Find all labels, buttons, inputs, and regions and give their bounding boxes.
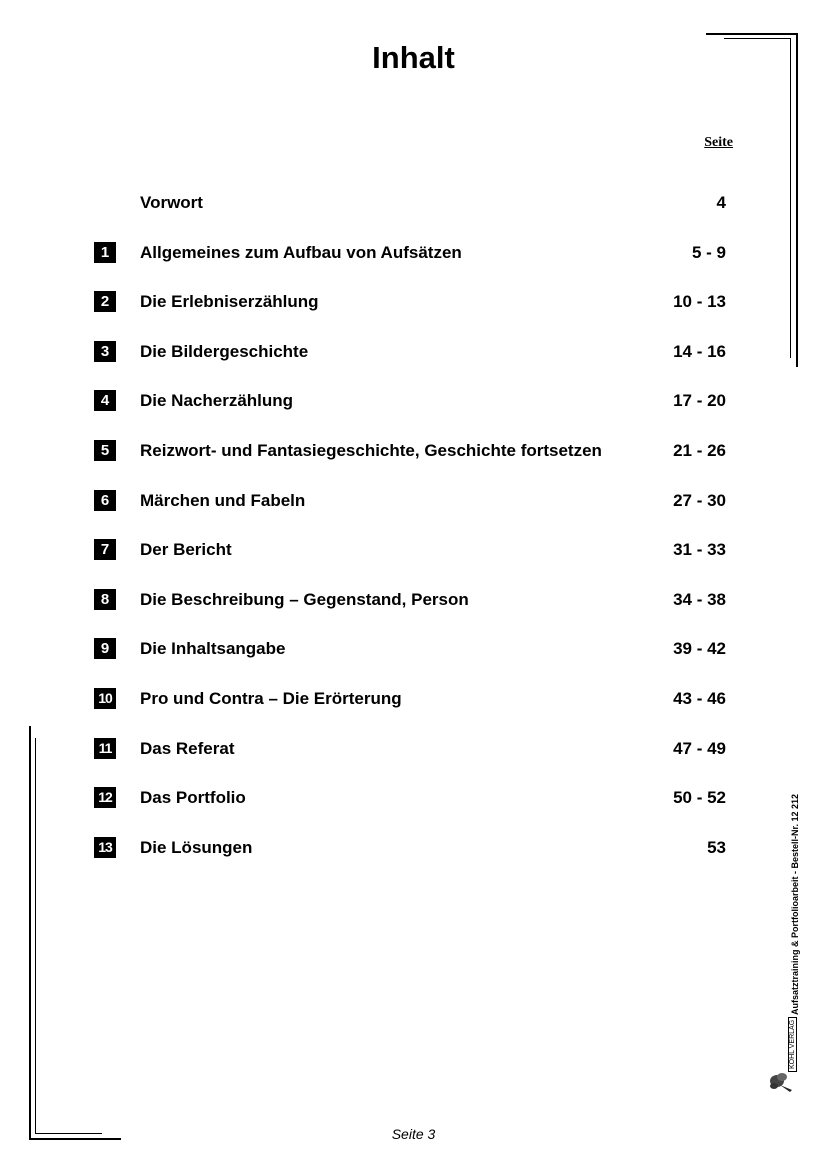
chapter-title: Allgemeines zum Aufbau von Aufsätzen	[140, 242, 462, 262]
chapter-title: Die Nacherzählung	[140, 391, 294, 411]
chapter-title: Märchen und Fabeln	[140, 490, 306, 510]
toc-entry	[94, 291, 726, 315]
chapter-title: Der Bericht	[140, 540, 232, 560]
page-range: 34 - 38	[673, 589, 726, 609]
toc-entry	[94, 738, 726, 762]
toc-entry	[94, 490, 726, 514]
toc-entry	[94, 688, 726, 712]
page-range: 43 - 46	[673, 689, 726, 708]
toc-entry	[94, 837, 726, 861]
chapter-number-badge: 4	[94, 390, 116, 411]
page-range: 47 - 49	[673, 738, 726, 758]
order-number-sidebar: Aufsatztraining & Portfolioarbeit - Bestell-Nr. 12 212	[790, 793, 800, 1015]
page-range: 31 - 33	[673, 540, 726, 560]
page-range: 4	[716, 193, 726, 212]
toc-entry	[94, 539, 726, 563]
chapter-number-badge: 7	[94, 539, 116, 560]
chapter-title: Die Erlebniserzählung	[140, 292, 319, 312]
toc-entry	[94, 440, 726, 464]
chapter-title: Vorwort	[140, 193, 203, 212]
frame-line-left-outer	[29, 726, 31, 1140]
chapter-number-badge: 2	[94, 291, 116, 312]
toc-entry	[94, 589, 726, 613]
chapter-title: Die Lösungen	[140, 837, 253, 857]
page-number-footer: Seite 3	[391, 1126, 436, 1142]
page-range: 53	[707, 837, 726, 857]
chapter-number-badge: 9	[94, 638, 116, 659]
frame-line-top-inner	[724, 38, 791, 39]
toc-entry	[94, 192, 726, 216]
page-column-header: Seite	[704, 135, 733, 150]
page-range: 5 - 9	[691, 242, 726, 262]
page-range: 21 - 26	[673, 441, 726, 460]
chapter-number-badge: 10	[94, 688, 116, 709]
page-range: 27 - 30	[673, 490, 726, 510]
chapter-number-badge: 13	[94, 837, 116, 858]
chapter-number-badge: 6	[94, 490, 116, 511]
page-range: 39 - 42	[673, 639, 726, 659]
chapter-title: Die Inhaltsangabe	[140, 639, 286, 659]
frame-line-top-outer	[706, 33, 798, 35]
chapter-number-badge: 11	[94, 738, 116, 759]
publisher-name: KOHL VERLAG	[788, 1017, 797, 1072]
chapter-title: Reizwort- und Fantasiegeschichte, Geschichte fortsetzen	[140, 441, 602, 460]
chapter-title: Das Portfolio	[140, 788, 246, 808]
chapter-number-badge: 5	[94, 440, 116, 461]
frame-line-right-inner	[790, 38, 791, 358]
toc-entry	[94, 390, 726, 414]
page-range: 50 - 52	[673, 788, 726, 808]
chapter-title: Die Bildergeschichte	[140, 341, 309, 361]
chapter-title: Das Referat	[140, 738, 235, 758]
chapter-title: Die Beschreibung – Gegenstand, Person	[140, 589, 469, 609]
toc-entry	[94, 341, 726, 365]
frame-line-left-inner	[35, 738, 36, 1134]
toc-entry	[94, 787, 726, 811]
page-range: 17 - 20	[673, 391, 726, 411]
page-title: Inhalt	[372, 40, 455, 75]
toc-entry	[94, 638, 726, 662]
chapter-number-badge: 1	[94, 242, 116, 263]
chapter-title: Pro und Contra – Die Erörterung	[140, 689, 402, 708]
page-range: 14 - 16	[673, 341, 726, 361]
page-range: 10 - 13	[673, 292, 726, 312]
chapter-number-badge: 8	[94, 589, 116, 610]
frame-line-right-outer	[796, 33, 798, 367]
toc-entry	[94, 242, 726, 266]
chapter-number-badge: 3	[94, 341, 116, 362]
chapter-number-badge: 12	[94, 787, 116, 808]
